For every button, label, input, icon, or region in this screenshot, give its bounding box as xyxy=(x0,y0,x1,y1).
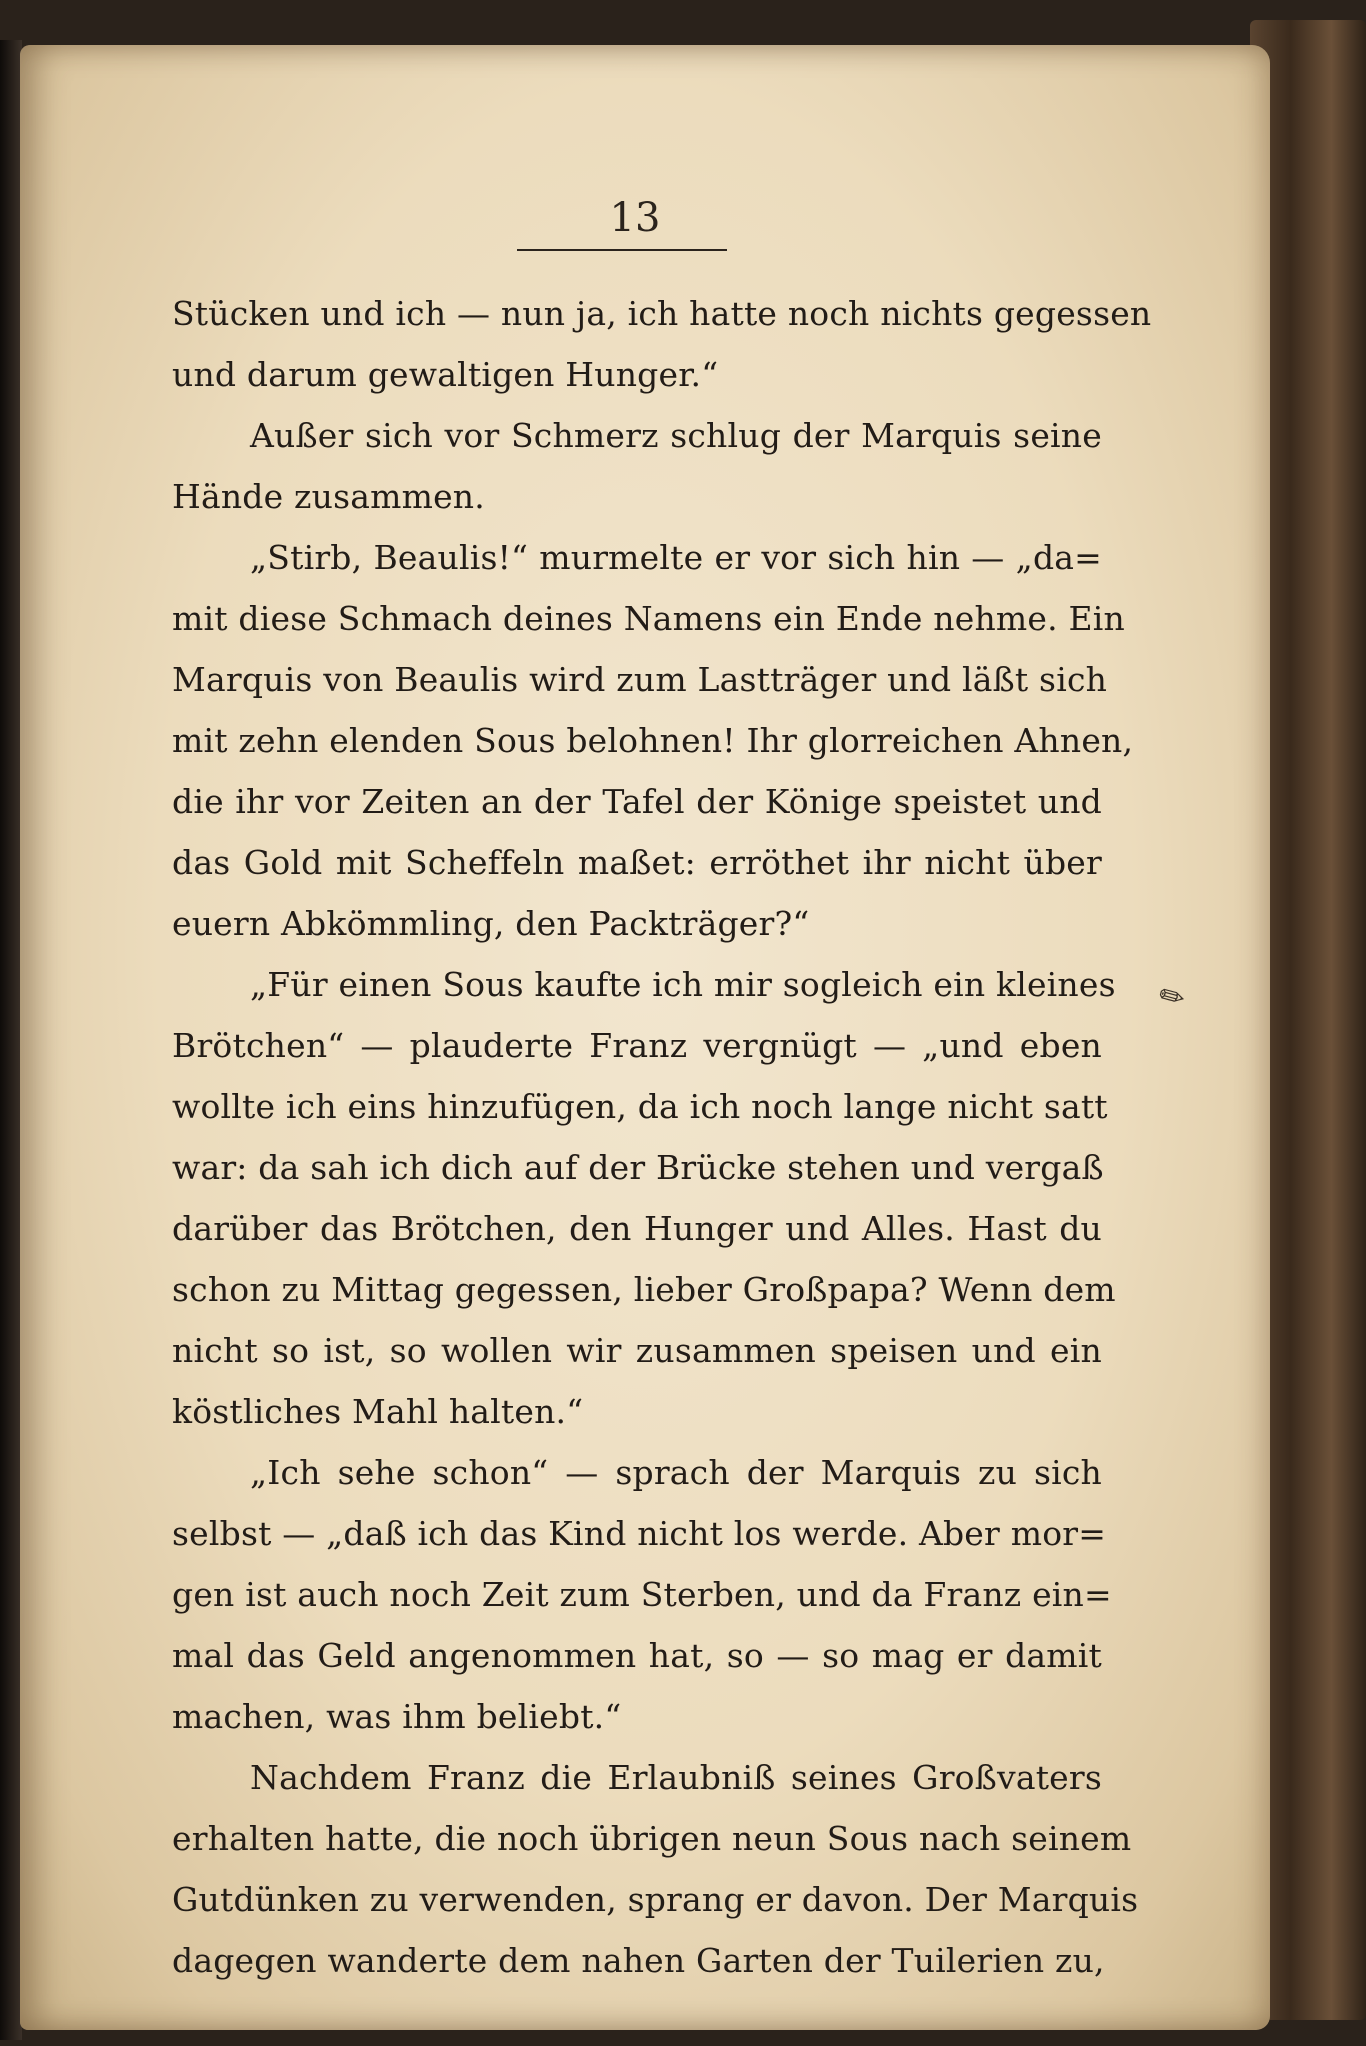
binding-shadow xyxy=(0,40,22,2040)
text-line: Außer sich vor Schmerz schlug der Marquis seine xyxy=(250,416,1102,455)
text-line: köstliches Mahl halten.“ xyxy=(172,1392,584,1431)
text-line: „Ich sehe schon“ — sprach der Marquis zu sich xyxy=(250,1453,1102,1492)
text-line: machen, was ihm beliebt.“ xyxy=(172,1697,622,1736)
text-line: Gutdünken zu verwenden, sprang er davon. Der Marquis xyxy=(172,1880,1139,1919)
text-line: wollte ich eins hinzufügen, da ich noch lange nicht satt xyxy=(172,1087,1108,1126)
text-line: „Für einen Sous kaufte ich mir sogleich ein kleines xyxy=(250,965,1116,1004)
text-line: Stücken und ich — nun ja, ich hatte noch nichts gegessen xyxy=(172,294,1152,333)
text-line: „Stirb, Beaulis!“ murmelte er vor sich hin — „da= xyxy=(250,538,1102,577)
text-line: nicht so ist, so wollen wir zusammen speisen und ein xyxy=(172,1331,1102,1370)
text-line: dagegen wanderte dem nahen Garten der Tuilerien zu, xyxy=(172,1941,1105,1980)
text-line: mit zehn elenden Sous belohnen! Ihr glorreichen Ahnen, xyxy=(172,721,1134,760)
text-line: Hände zusammen. xyxy=(172,477,485,516)
text-line: gen ist auch noch Zeit zum Sterben, und da Franz ein= xyxy=(172,1575,1112,1614)
text-line: selbst — „daß ich das Kind nicht los werde. Aber mor= xyxy=(172,1514,1107,1553)
text-line: das Gold mit Scheffeln maßet: erröthet ihr nicht über xyxy=(172,843,1102,882)
header-rule xyxy=(517,249,727,251)
text-line: erhalten hatte, die noch übrigen neun Sous nach seinem xyxy=(172,1819,1132,1858)
text-line: mit diese Schmach deines Namens ein Ende nehme. Ein xyxy=(172,599,1126,638)
text-line: und darum gewaltigen Hunger.“ xyxy=(172,355,719,394)
text-line: euern Abkömmling, den Packträger?“ xyxy=(172,904,810,943)
text-line: darüber das Brötchen, den Hunger und Alles. Hast du xyxy=(172,1209,1102,1248)
text-line: Brötchen“ — plauderte Franz vergnügt — „und eben xyxy=(172,1026,1102,1065)
text-line: war: da sah ich dich auf der Brücke stehen und vergaß xyxy=(172,1148,1104,1187)
book-page xyxy=(20,45,1270,2030)
body-text xyxy=(172,283,1152,1991)
page-number: 13 xyxy=(609,195,661,241)
text-line: Nachdem Franz die Erlaubniß seines Großvaters xyxy=(250,1758,1102,1797)
text-line: mal das Geld angenommen hat, so — so mag er damit xyxy=(172,1636,1102,1675)
ink-speck-mark: ✎ xyxy=(1152,976,1193,1019)
text-line: Marquis von Beaulis wird zum Lastträger und läßt sich xyxy=(172,660,1108,699)
text-line: die ihr vor Zeiten an der Tafel der Könige speistet und xyxy=(172,782,1102,821)
text-line: schon zu Mittag gegessen, lieber Großpapa? Wenn dem xyxy=(172,1270,1116,1309)
